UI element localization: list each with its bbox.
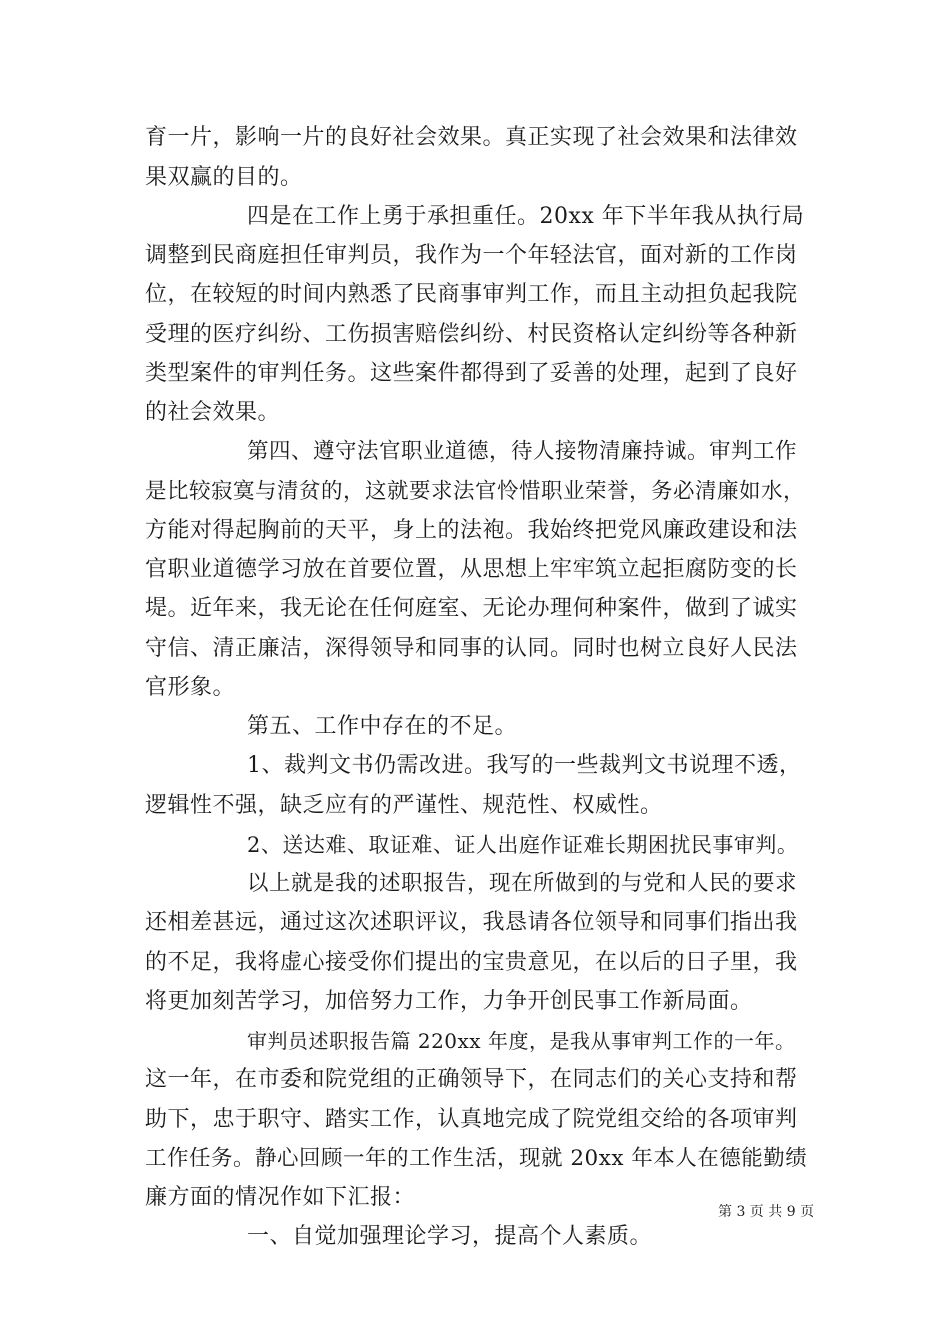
text-line-12: 官职业道德学习放在首要位置，从思想上牢牢筑立起拒腐防变的长 (145, 557, 798, 582)
text-line-3: 四是在工作上勇于承担重任。20xx 年下半年我从执行局 (247, 204, 805, 229)
text-line-14: 守信、清正廉洁，深得领导和同事的认同。同时也树立良好人民法 (145, 636, 798, 661)
text-line-5: 位，在较短的时间内熟悉了民商事审判工作，而且主动担负起我院 (145, 282, 798, 307)
text-line-16: 第五、工作中存在的不足。 (247, 714, 518, 739)
text-line-19: 2、送达难、取证难、证人出庭作证难长期困扰民事审判。 (247, 833, 799, 857)
text-line-8: 的社会效果。 (145, 400, 281, 425)
text-line-13: 堤。近年来，我无论在任何庭室、无论办理何种案件，做到了诚实 (145, 596, 798, 621)
text-line-2: 果双赢的目的。 (145, 165, 303, 190)
text-line-15: 官形象。 (145, 675, 236, 700)
text-line-11: 方能对得起胸前的天平，身上的法袍。我始终把党风廉政建设和法 (145, 518, 798, 543)
text-line-20: 以上就是我的述职报告，现在所做到的与党和人民的要求 (247, 871, 798, 896)
text-line-26: 助下，忠于职守、踏实工作，认真地完成了院党组交给的各项审判 (145, 1107, 798, 1132)
text-line-23: 将更加刻苦学习，加倍努力工作，力争开创民事工作新局面。 (145, 989, 753, 1014)
text-line-9: 第四、遵守法官职业道德，待人接物清廉持诚。审判工作 (247, 439, 798, 464)
text-line-4: 调整到民商庭担任审判员，我作为一个年轻法官，面对新的工作岗 (145, 243, 798, 268)
text-line-29: 一、自觉加强理论学习，提高个人素质。 (247, 1224, 653, 1249)
text-line-21: 还相差甚远，通过这次述职评议，我恳请各位领导和同事们指出我 (145, 910, 798, 935)
text-line-25: 这一年，在市委和院党组的正确领导下，在同志们的关心支持和帮 (145, 1067, 798, 1092)
text-line-28: 廉方面的情况作如下汇报： (145, 1185, 416, 1210)
text-line-27: 工作任务。静心回顾一年的工作生活，现就 20xx 年本人在德能勤绩 (145, 1146, 808, 1171)
text-line-24: 审判员述职报告篇 220xx 年度，是我从事审判工作的一年。 (247, 1029, 796, 1053)
text-line-6: 受理的医疗纠纷、工伤损害赔偿纠纷、村民资格认定纠纷等各种新 (145, 322, 798, 347)
text-line-18: 逻辑性不强，缺乏应有的严谨性、规范性、权威性。 (145, 793, 663, 818)
text-line-1: 育一片，影响一片的良好社会效果。真正实现了社会效果和法律效 (145, 125, 798, 150)
text-line-10: 是比较寂寞与清贫的，这就要求法官怜惜职业荣誉，务必清廉如水， (145, 479, 806, 504)
text-line-7: 类型案件的审判任务。这些案件都得到了妥善的处理，起到了良好 (145, 361, 798, 386)
text-line-22: 的不足，我将虚心接受你们提出的宝贵意见，在以后的日子里，我 (145, 950, 798, 975)
text-line-17: 1、裁判文书仍需改进。我写的一些裁判文书说理不透， (247, 753, 802, 778)
page-number-footer: 第 3 页 共 9 页 (718, 1204, 815, 1220)
